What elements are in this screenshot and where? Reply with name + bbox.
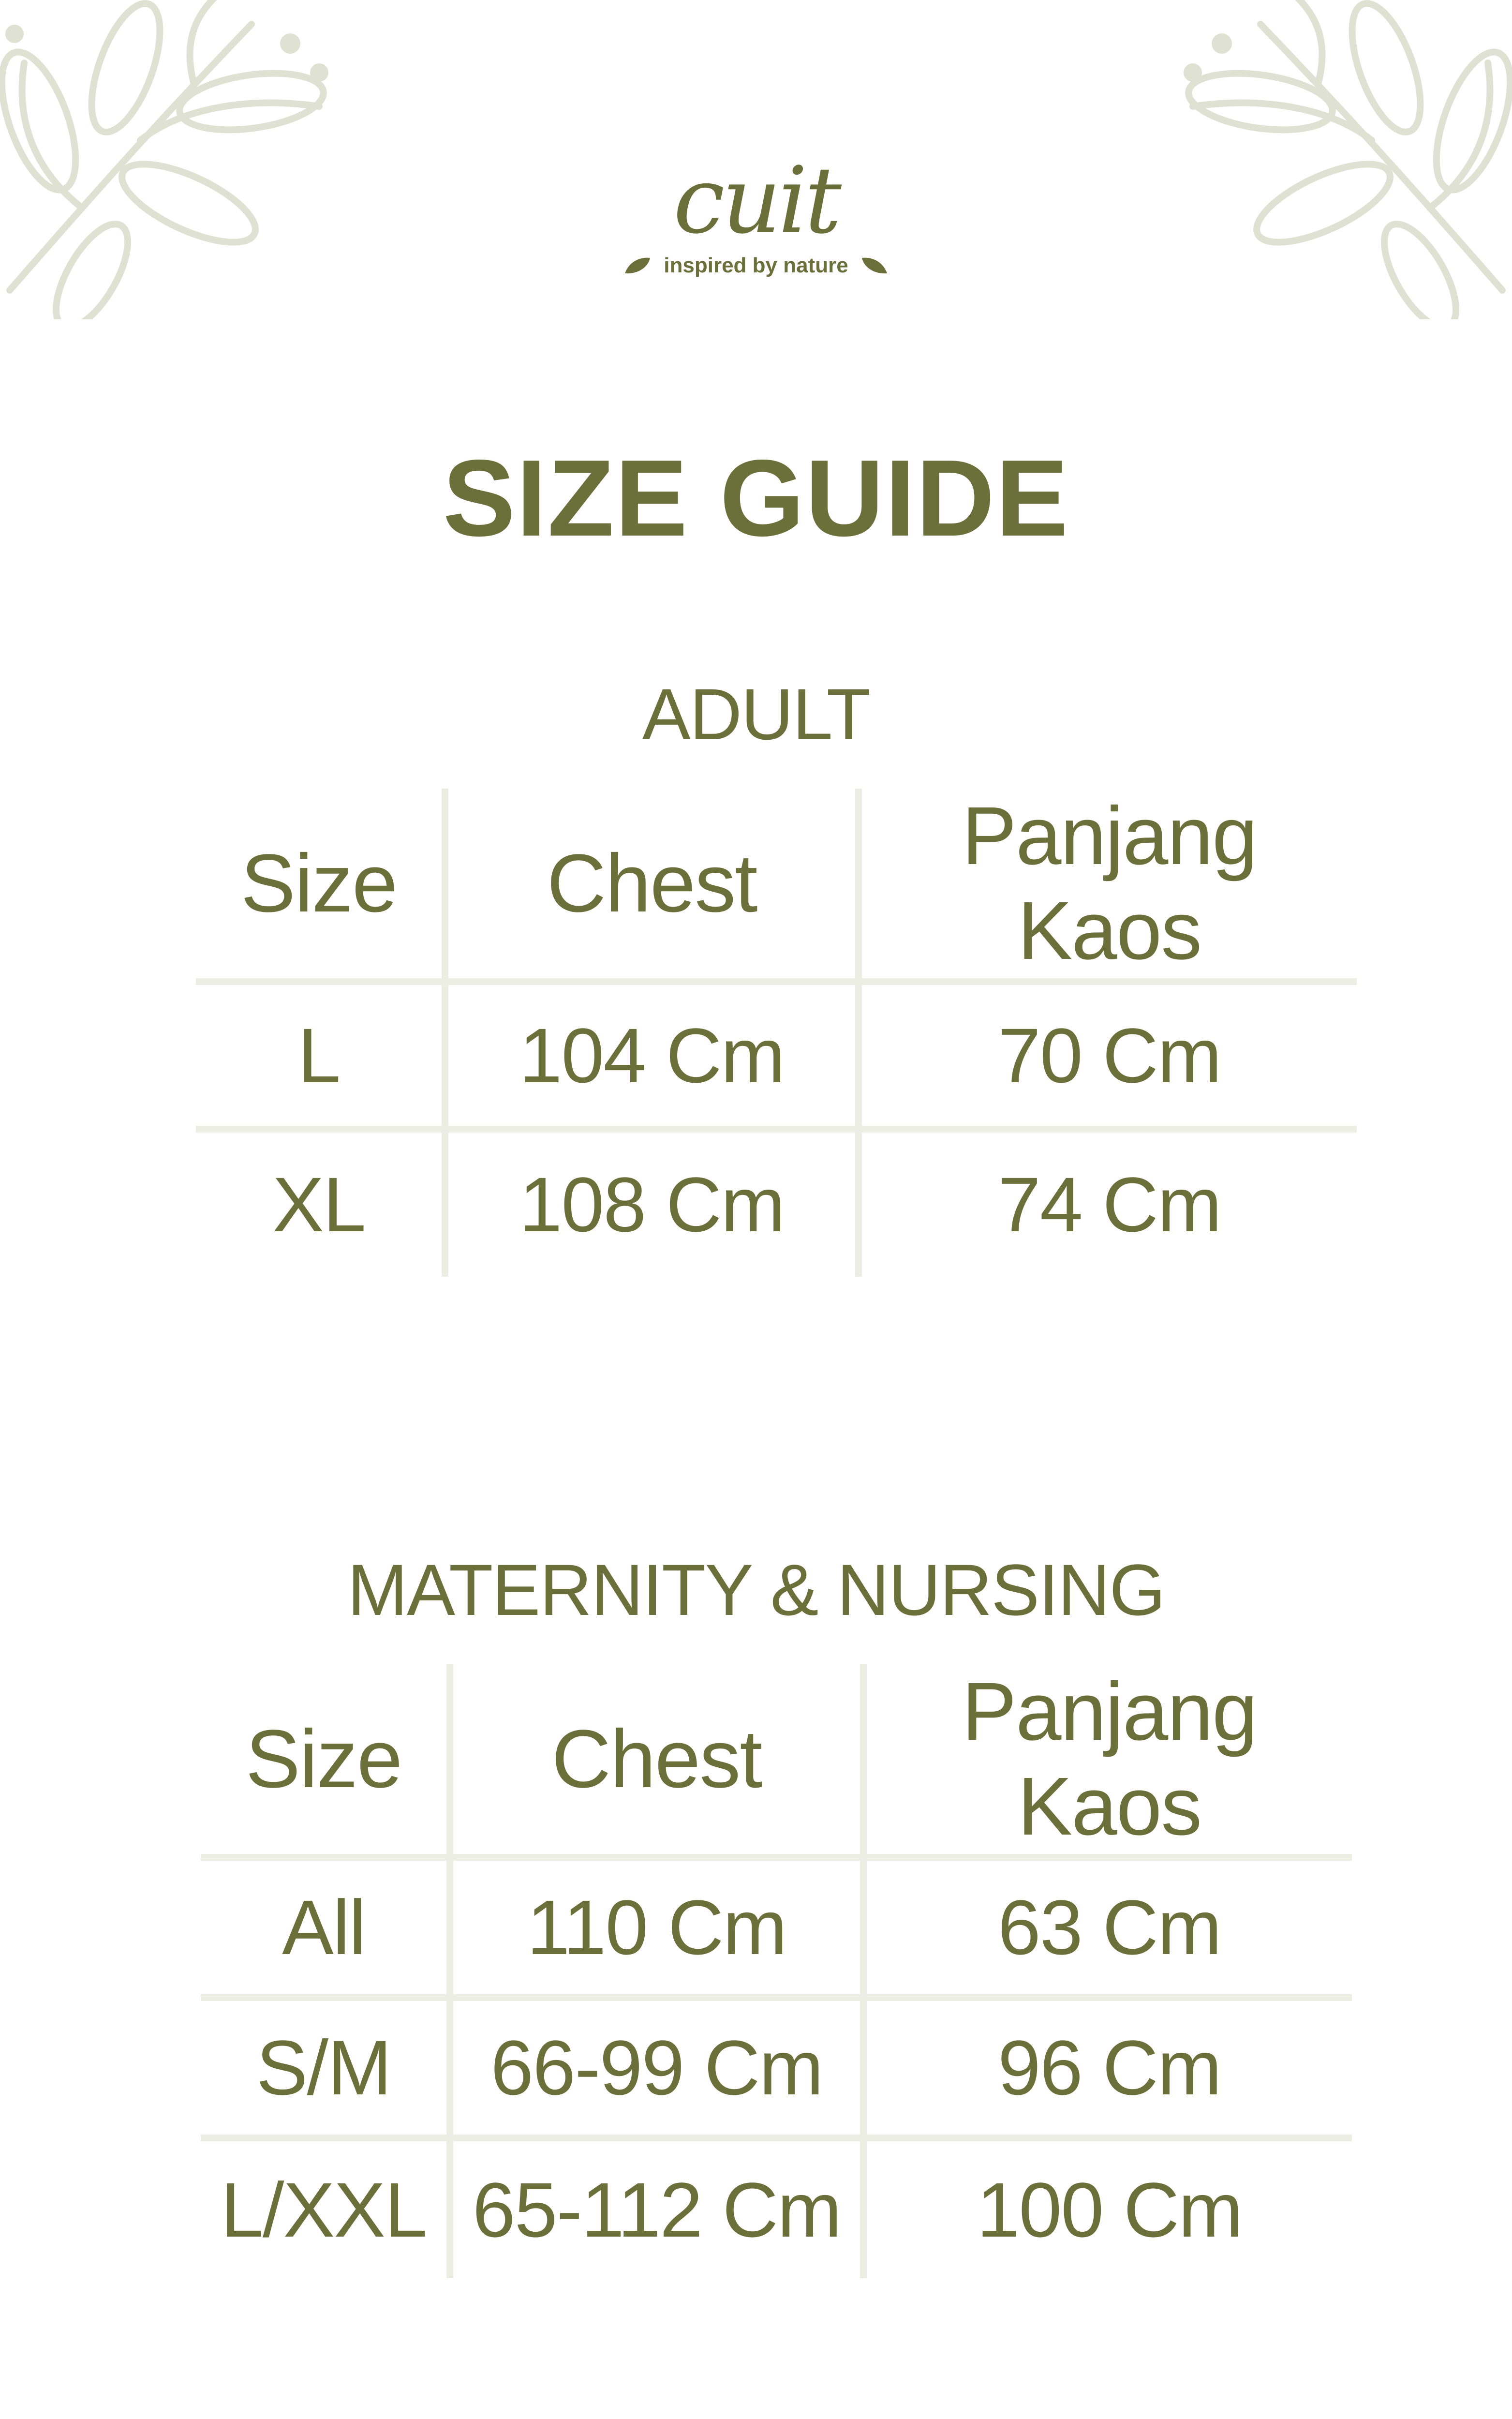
table-row [196,1129,1357,1277]
table-row [201,1857,1352,1998]
length-cell: 100 Cm [863,2138,1352,2278]
leaf-icon [623,255,652,276]
length-cell: 74 Cm [859,1129,1357,1277]
length-cell: 70 Cm [859,982,1357,1129]
adult-section-heading: ADULT [642,673,870,755]
size-cell: All [201,1857,450,1998]
table-header-row [201,1664,1352,1857]
leaf-icon [860,255,889,276]
column-header-chest: Chest [445,789,859,982]
table-row [201,1998,1352,2138]
page-title: SIZE GUIDE [443,437,1069,559]
logo-tagline: inspired by nature [664,254,848,277]
chest-cell: 104 Cm [445,982,859,1129]
logo-tagline-row [0,254,1512,278]
chest-cell: 66-99 Cm [450,1998,863,2138]
chest-cell: 65-112 Cm [450,2138,863,2278]
size-cell: XL [196,1129,445,1277]
maternity-section-heading: MATERNITY & NURSING [347,1549,1165,1630]
column-header-size: Size [245,1713,402,1805]
adult-size-table [196,789,1357,1277]
table-row [201,2138,1352,2278]
table-row [196,982,1357,1129]
size-cell: S/M [201,1998,450,2138]
size-cell: L [196,982,445,1129]
length-cell: 96 Cm [863,1998,1352,2138]
column-header-size: Size [240,837,397,929]
maternity-size-table [201,1664,1352,2278]
size-cell: L/XXL [201,2138,450,2278]
column-header-chest: Chest [450,1664,863,1857]
logo-wordmark: cuit [673,147,839,254]
column-header-length: Panjang Kaos [863,1664,1352,1857]
length-cell: 63 Cm [863,1857,1352,1998]
table-header-row [196,789,1357,982]
chest-cell: 108 Cm [445,1129,859,1277]
brand-logo [0,147,1512,278]
column-header-length: Panjang Kaos [859,789,1357,982]
chest-cell: 110 Cm [450,1857,863,1998]
